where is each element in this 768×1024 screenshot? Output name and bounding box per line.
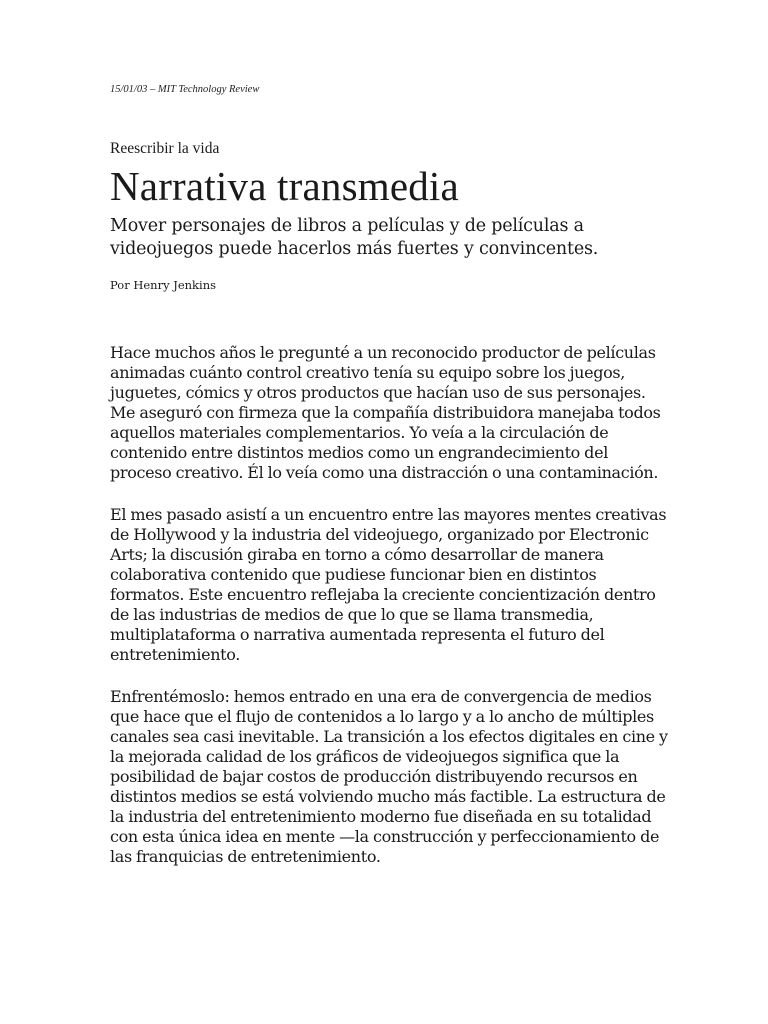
body-paragraph: Hace muchos años le pregunté a un reconocido productor de películas animadas cuánto control creativo tenía su equipo sobre los juegos, juguetes, cómics y otros productos que hacían uso de sus personajes. Me aseguró con firmeza que la compañía distribuidora manejaba todos aquellos materiales complementarios. Yo veía a la circulación de contenido entre distintos medios como un engrandecimiento del proceso creativo. Él lo veía como una distracción o una contaminación.: [110, 343, 661, 482]
body-paragraph: Enfrentémoslo: hemos entrado en una era de convergencia de medios que hace que el flujo de contenidos a lo largo y a lo ancho de múltiples canales sea casi inevitable. La transición a los efectos digitales en cine y la mejorada calidad de los gráficos de videojuegos significa que la posibilidad de bajar costos de producción distribuyendo recursos en distintos medios se está volviendo mucho más factible. La estructura de la industria del entretenimiento moderno fue diseñada en su totalidad con esta única idea en mente —la construcción y perfeccionamiento de las franquicias de entretenimiento.: [110, 687, 668, 866]
article-title: Narrativa transmedia: [110, 163, 459, 209]
kicker: Reescribir la vida: [110, 140, 220, 157]
body-paragraph: El mes pasado asistí a un encuentro entre las mayores mentes creativas de Hollywood y la industria del videojuego, organizado por Electronic Arts; la discusión giraba en torno a cómo desarrollar de manera colaborativa contenido que pudiese funcionar bien en distintos formatos. Este encuentro reflejaba la creciente concientización dentro de las industrias de medios de que lo que se llama transmedia, multiplataforma o narrativa aumentada representa el futuro del entretenimiento.: [110, 505, 667, 664]
article-body: [110, 343, 670, 889]
dateline: 15/01/03 – MIT Technology Review: [110, 84, 260, 95]
article-dek: Mover personajes de libros a películas y de películas a videojuegos puede hacerlos más fuertes y convincentes.: [110, 216, 599, 259]
byline: Por Henry Jenkins: [110, 278, 217, 292]
